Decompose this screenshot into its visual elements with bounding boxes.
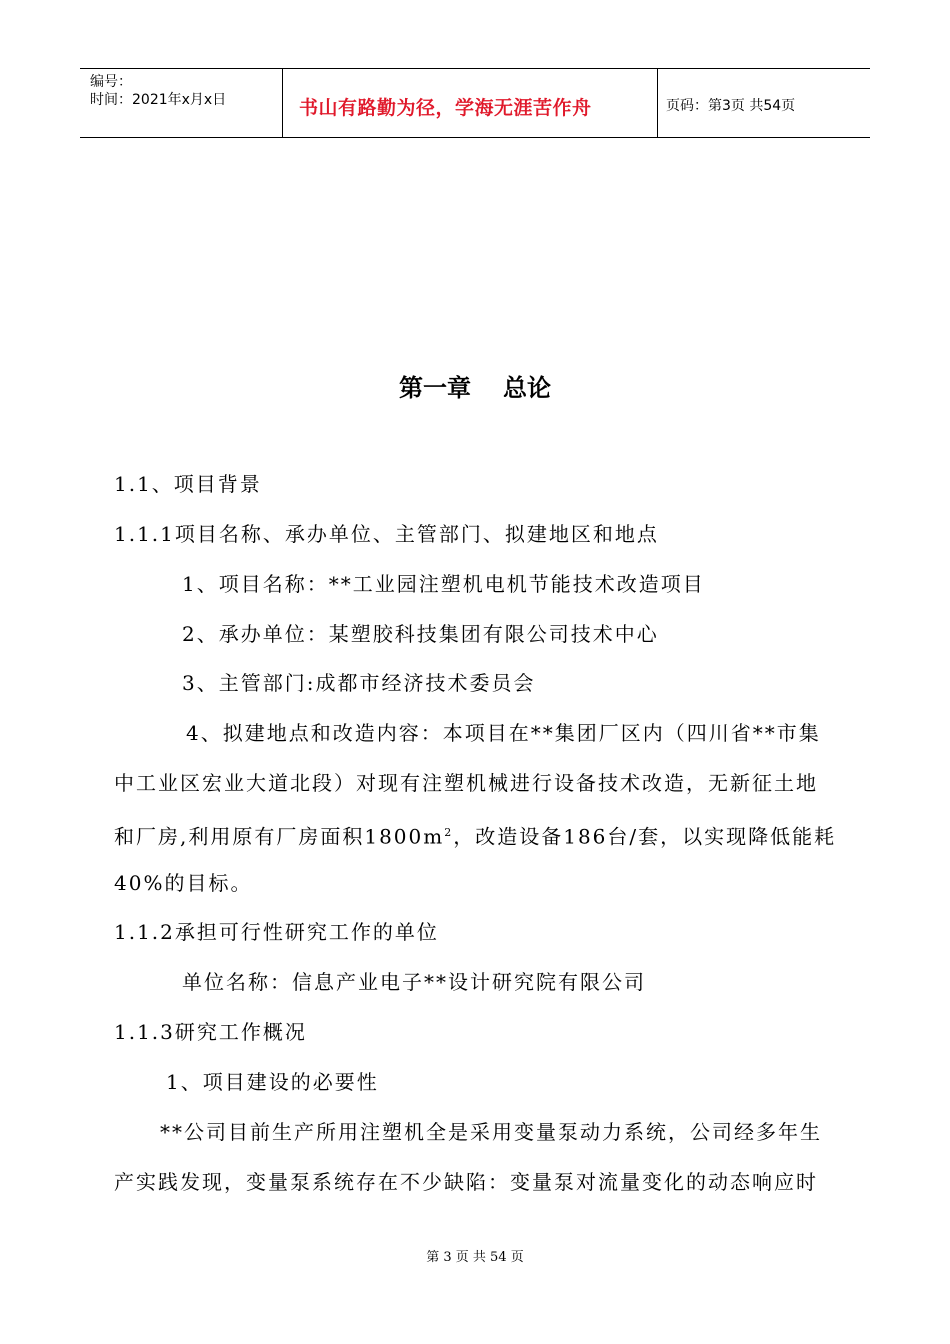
equipment-text: ，改造设备186台/套，以实现降低能耗 xyxy=(453,824,837,849)
section-heading-1-1: 1.1、项目背景 xyxy=(114,472,262,496)
list-item-site-line-3 xyxy=(114,821,836,849)
area-superscript: 2 xyxy=(444,826,454,839)
list-item-project-name: 1、项目名称：**工业园注塑机电机节能技术改造项目 xyxy=(182,572,705,596)
header-meta-cell xyxy=(80,69,283,137)
header-motto: 书山有路勤为径，学海无涯苦作舟 xyxy=(299,97,592,119)
document-number-label: 编号： xyxy=(90,74,132,90)
header-motto-cell xyxy=(283,69,658,137)
header-page-cell xyxy=(658,69,870,137)
page-header xyxy=(80,68,870,138)
subsection-necessity: 1、项目建设的必要性 xyxy=(166,1070,379,1094)
research-unit-name: 单位名称：信息产业电子**设计研究院有限公司 xyxy=(182,970,646,994)
document-time-label: 时间：2021年x月x日 xyxy=(90,92,227,108)
chapter-number: 第一章 xyxy=(399,374,471,402)
paragraph-line-1: **公司目前生产所用注塑机全是采用变量泵动力系统，公司经多年生 xyxy=(160,1120,822,1144)
section-heading-1-1-2: 1.1.2承担可行性研究工作的单位 xyxy=(114,920,439,944)
chapter-name: 总论 xyxy=(503,374,551,402)
list-item-undertaking-unit: 2、承办单位：某塑胶科技集团有限公司技术中心 xyxy=(182,622,659,646)
chapter-title xyxy=(0,368,950,403)
page-footer: 第 3 页 共 54 页 xyxy=(426,1250,524,1265)
header-page-info: 页码：第3页 共54页 xyxy=(666,98,796,114)
paragraph-line-2: 产实践发现，变量泵系统存在不少缺陷：变量泵对流量变化的动态响应时 xyxy=(114,1170,818,1194)
area-text: 和厂房,利用原有厂房面积1800m xyxy=(114,824,445,849)
section-heading-1-1-3: 1.1.3研究工作概况 xyxy=(114,1020,307,1044)
list-item-competent-dept: 3、主管部门:成都市经济技术委员会 xyxy=(182,671,536,695)
list-item-site-line-2: 中工业区宏业大道北段）对现有注塑机械进行设备技术改造，无新征土地 xyxy=(114,771,818,795)
section-heading-1-1-1: 1.1.1项目名称、承办单位、主管部门、拟建地区和地点 xyxy=(114,522,659,546)
list-item-site-line-4: 40%的目标。 xyxy=(114,871,253,895)
list-item-site-line-1: 4、拟建地点和改造内容：本项目在**集团厂区内（四川省**市集 xyxy=(186,721,821,745)
